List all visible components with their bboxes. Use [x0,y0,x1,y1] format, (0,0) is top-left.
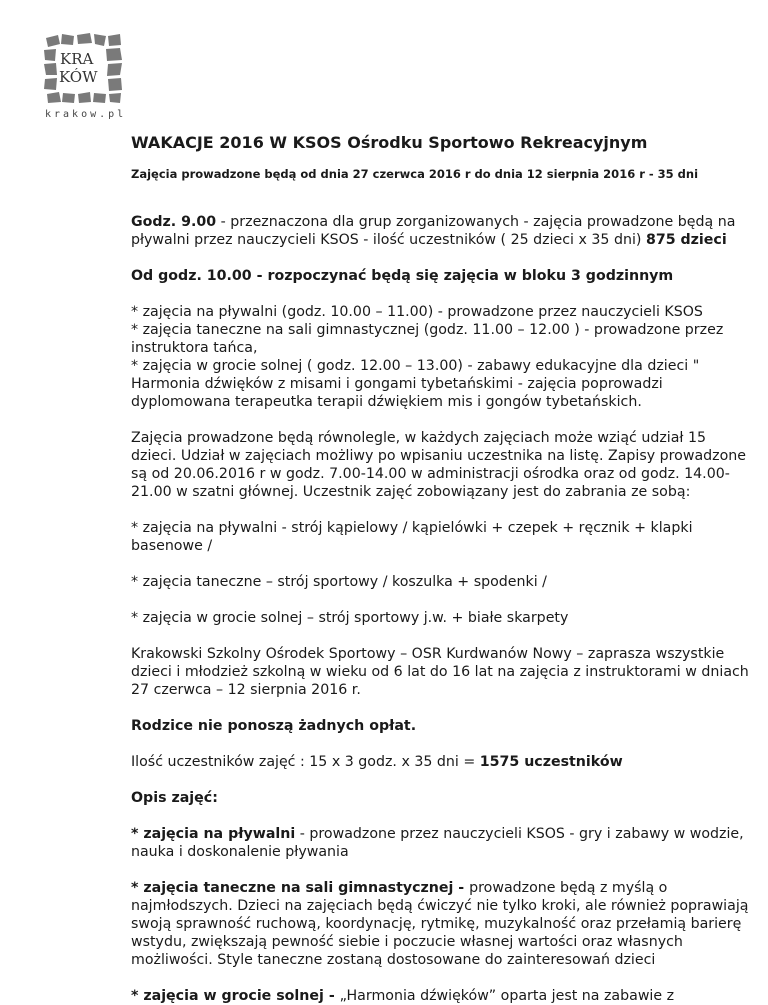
opis-plywalnia: * zajęcia na pływalni - prowadzone przez nauczycieli KSOS - gry i zabawy w wodzie, nauka i doskonalenie pływania [131,826,744,860]
paragraph-godz-9-text: - przeznaczona dla grup zorganizowanych - zajęcia prowadzone będą na pływalni przez nauczycieli KSOS - ilość uczestników ( 25 dzieci x 35 dni) [131,214,736,248]
opis-taniec: * zajęcia taneczne na sali gimnastycznej - prowadzone będą z myślą o najmłodszych. Dzieci na zajęciach będą ćwiczyć nie tylko kroki, ale również poprawiają swoją sprawność ruchową, koordynację, rytmikę, muzykalność oraz przełamią barierę wstydu, zwiększają pewność siebie i poczucie własnej wartości oraz własnych możliwości. Style taneczne zostaną dostosowane do zainteresowań dzieci [131,880,749,968]
equipment-taniec: * zajęcia taneczne – strój sportowy / koszulka + spodenki / [131,574,547,590]
paragraph-zaproszenie: Krakowski Szkolny Ośrodek Sportowy – OSR Kurdwanów Nowy – zaprasza wszystkie dzieci i młodzież szkolną w wieku od 6 lat do 16 lat na zajęcia z instruktorami w dniach 27 czerwca – 12 sierpnia 2016 r. [131,646,749,698]
paragraph-oplaty: Rodzice nie ponoszą żadnych opłat. [131,718,417,734]
equipment-grota: * zajęcia w grocie solnej – strój sportowy j.w. + białe skarpety [131,610,569,626]
logo-text-bottom: KÓW [59,68,98,86]
document-body [131,133,751,1005]
paragraph-ilosc-uczestnikow: Ilość uczestników zajęć : 15 x 3 godz. x 35 dni = 1575 uczestników [131,754,623,770]
schedule-line-taniec: * zajęcia taneczne na sali gimnastycznej (godz. 11.00 – 12.00 ) - prowadzone przez instruktora tańca, [131,322,724,356]
paragraph-zapisy: Zajęcia prowadzone będą równolegle, w każdych zajęciach może wziąć udział 15 dzieci. Udział w zajęciach możliwy po wpisaniu uczestnika na listę. Zapisy prowadzone są od 20.06.2016 r w godz. 7.00-14.00 w administracji ośrodka oraz od godz. 14.00-21.00 w szatni głównej. Uczestnik zajęć zobowiązany jest do zabrania ze sobą: [131,430,746,500]
schedule-line-plywalnia: * zajęcia na pływalni (godz. 10.00 – 11.00) - prowadzone przez nauczycieli KSOS [131,304,703,320]
logo-text-top: KRA [60,50,94,68]
paragraph-godz-9 [131,213,751,249]
heading-opis-zajec: Opis zajęć: [131,790,218,806]
paragraph-godz-9-strong: 875 dzieci [645,232,727,248]
paragraph-godz-9-lead: Godz. 9.00 [131,214,217,230]
schedule-line-grota: * zajęcia w grocie solnej ( godz. 12.00 – 13.00) - zabawy edukacyjne dla dzieci " Harmonia dźwięków z misami i gongami tybetańskimi - zajęcia poprowadzi dyplomowana terapeutka terapii dźwiękiem mis i gongów tybetańskich. [131,358,700,410]
logo-caption: krakow.pl [45,109,127,120]
equipment-plywalnia: * zajęcia na pływalni - strój kąpielowy / kąpielówki + czepek + ręcznik + klapki basenowe / [131,520,693,554]
document-subtitle: Zajęcia prowadzone będą od dnia 27 czerwca 2016 r do dnia 12 sierpnia 2016 r - 35 dni [131,167,699,181]
opis-grota: * zajęcia w grocie solnej - „Harmonia dźwięków” oparta jest na zabawie z [131,988,675,1004]
document-title: WAKACJE 2016 W KSOS Ośrodku Sportowo Rekreacyjnym [131,133,648,152]
krakow-logo-mark [40,30,128,106]
krakow-logo [40,30,128,122]
paragraph-godz-10-heading: Od godz. 10.00 - rozpoczynać będą się zajęcia w bloku 3 godzinnym [131,268,674,284]
